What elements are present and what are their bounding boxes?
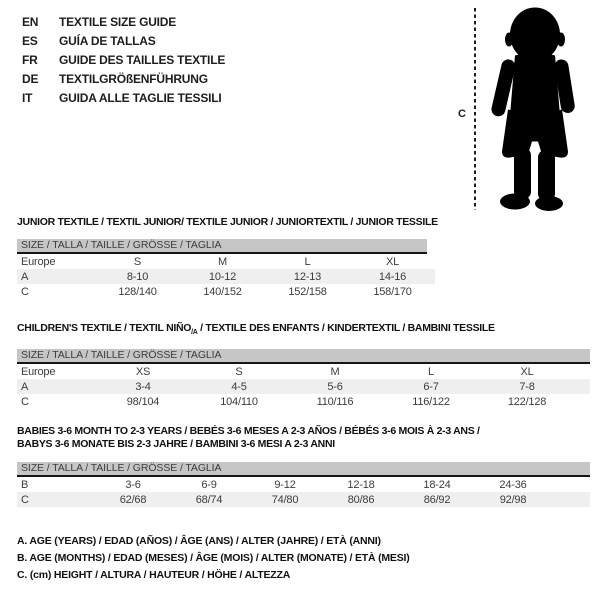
filler-cell [575,394,590,409]
junior-size-table [17,254,435,299]
size-cell: 3-4 [135,380,151,393]
table-row [17,254,435,269]
size-cell: 12-18 [347,478,375,491]
table-title-text: JUNIOR TEXTILE / TEXTIL JUNIOR/ TEXTILE JUNIOR / JUNIORTEXTIL / JUNIOR TESSILE [17,216,438,228]
language-code: IT [22,90,33,105]
row-label: A [21,380,29,393]
size-cell: 92/98 [499,493,527,506]
size-cell: M [218,255,227,268]
row-label: A [21,270,29,283]
language-list [22,12,225,107]
row-label: C [21,493,29,506]
language-row [22,12,225,31]
junior-textile-section [17,216,438,299]
size-cell: 6-9 [201,478,217,491]
filler-cell [575,364,590,379]
language-label: TEXTILGRÖßENFÜHRUNG [59,71,208,86]
footnote-line: B. AGE (MONTHS) / EDAD (MESES) / ÂGE (MOIS) / ALTER (MONATE) / ETÀ (MESI) [17,552,410,564]
table-title-text: CHILDREN'S TEXTILE / TEXTIL NIÑO [17,322,192,334]
size-header-band: SIZE / TALLA / TAILLE / GRÖSSE / TAGLIA [17,462,590,477]
size-cell: 74/80 [271,493,299,506]
size-cell: 68/74 [195,493,223,506]
language-row [22,88,225,107]
baby-height-figure [450,0,600,220]
language-code: FR [22,52,38,67]
table-title-text: / TEXTILE DES ENFANTS / KINDERTEXTIL / BAMBINI TESSILE [197,322,495,334]
size-cell: 12-13 [293,270,322,283]
table-row [17,269,435,284]
size-cell: 10-12 [208,270,237,283]
size-cell: 116/122 [412,395,450,408]
table-row [17,492,590,507]
babies-size-table [17,477,590,507]
language-row [22,50,225,69]
language-row [22,69,225,88]
baby-silhouette-icon [479,5,591,212]
size-cell: 104/110 [220,395,258,408]
size-cell: 7-8 [519,380,535,393]
table-title [17,425,590,451]
children-textile-section [17,322,590,409]
size-cell: 122/128 [507,395,547,408]
footnote-line: C. (cm) HEIGHT / ALTURA / HAUTEUR / HÖHE / ALTEZZA [17,569,291,581]
language-code: DE [22,71,39,86]
size-cell: 62/68 [119,493,147,506]
table-title [17,322,590,339]
size-cell: 140/152 [203,285,242,298]
size-cell: 3-6 [125,478,141,491]
height-measure-dashed-line [474,8,476,210]
language-label: GUIDE DES TAILLES TEXTILE [59,52,226,67]
footnote-line: A. AGE (YEARS) / EDAD (AÑOS) / ÂGE (ANS) / ALTER (JAHRE) / ETÀ (ANNI) [17,535,381,547]
babies-textile-section [17,425,590,507]
row-label: C [21,395,29,408]
size-cell: 24-36 [499,478,527,491]
size-cell: 8-10 [126,270,149,283]
size-cell: 128/140 [118,285,157,298]
size-cell: 14-16 [378,270,407,283]
footnotes [17,533,410,584]
size-cell: L [304,255,311,268]
filler-cell [575,379,590,394]
row-label: Europe [21,365,56,378]
table-title-text: BABYS 3-6 MONATE BIS 2-3 JAHRE / BAMBINI 3-6 MESI A 2-3 ANNI [17,438,335,450]
size-cell: S [235,365,243,378]
table-title-text: /A [191,329,198,337]
table-row [17,379,590,394]
size-cell: 98/104 [126,395,160,408]
row-label: C [21,285,29,298]
row-label: B [21,478,29,491]
language-label: TEXTILE SIZE GUIDE [59,14,177,29]
size-cell: 18-24 [423,478,451,491]
size-cell: 152/158 [288,285,327,298]
table-row [17,364,590,379]
language-code: ES [22,33,38,48]
size-cell: 158/170 [373,285,412,298]
size-cell: L [428,365,434,378]
table-row [17,477,590,492]
size-cell: S [133,255,142,268]
size-cell: 80/86 [347,493,375,506]
table-title [17,216,438,229]
size-cell: 110/116 [316,395,354,408]
size-cell: 9-12 [274,478,296,491]
size-cell: XS [135,365,151,378]
size-cell: 86/92 [423,493,451,506]
language-row [22,31,225,50]
filler-cell [551,492,590,507]
size-cell: 6-7 [423,380,439,393]
size-header-band: SIZE / TALLA / TAILLE / GRÖSSE / TAGLIA [17,239,427,254]
size-header-band: SIZE / TALLA / TAILLE / GRÖSSE / TAGLIA [17,349,590,364]
language-label: GUIDA ALLE TAGLIE TESSILI [59,90,222,105]
size-cell: XL [520,365,534,378]
size-cell: 5-6 [327,380,343,393]
height-measure-label: C [458,108,466,120]
language-label: GUÍA DE TALLAS [59,33,156,48]
row-label: Europe [21,255,56,268]
table-row [17,284,435,299]
size-cell: XL [385,255,400,268]
table-title-text: BABIES 3-6 MONTH TO 2-3 YEARS / BEBÉS 3-6 MESES A 2-3 AÑOS / BÉBÉS 3-6 MOIS À 2-3 ANS / [17,425,480,437]
size-cell: M [330,365,340,378]
language-code: EN [22,14,39,29]
size-cell: 4-5 [231,380,247,393]
table-row [17,394,590,409]
filler-cell [551,477,590,492]
children-size-table [17,364,590,409]
